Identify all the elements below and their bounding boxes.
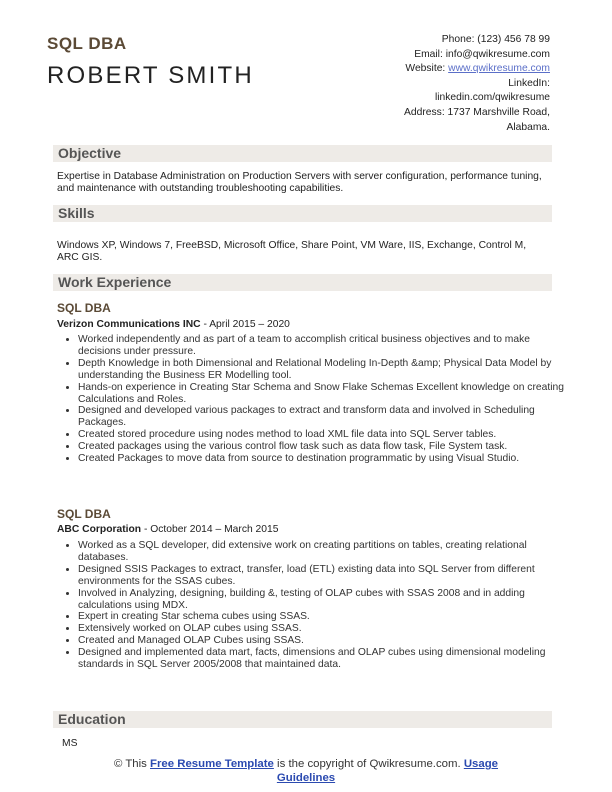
contact-block: [300, 33, 550, 135]
job-2-title: SQL DBA: [57, 507, 111, 521]
education-heading: Education: [58, 711, 126, 727]
objective-heading: Objective: [58, 145, 122, 161]
website-label: Website:: [405, 63, 449, 75]
job-2-bullets: [62, 540, 568, 671]
objective-text: Expertise in Database Administration on Production Servers with server configuration, performance tuning, and maintenance with outstanding troubleshooting capabilities.: [57, 171, 542, 194]
contact-website: [300, 62, 550, 77]
list-item: • Created packages using the various control flow task such as data flow task, File System task.: [78, 441, 568, 453]
contact-address-line1: Address: 1737 Marshville Road,: [404, 106, 550, 118]
job-2-company: ABC Corporation: [57, 524, 142, 535]
work-experience-section-bar: [53, 274, 552, 291]
contact-phone: Phone: (123) 456 78 99: [441, 34, 550, 45]
education-text: MS: [62, 738, 78, 749]
list-item: • Created stored procedure using nodes method to load XML file data into SQL Server tables.: [78, 429, 568, 441]
job-1-title: SQL DBA: [57, 301, 111, 315]
free-resume-template-link[interactable]: Free Resume Template: [150, 758, 274, 770]
list-item: • Expert in creating Star schema cubes using SSAS.: [78, 611, 568, 623]
contact-address-line2: Alabama.: [506, 121, 550, 133]
contact-linkedin-value: linkedin.com/qwikresume: [434, 92, 550, 104]
website-link[interactable]: www.qwikresume.com: [448, 63, 550, 75]
job-1-dates: - April 2015 – 2020: [200, 319, 290, 330]
list-item: • Worked as a SQL developer, did extensive work on creating partitions on tables, creating relational databases.: [78, 540, 568, 564]
list-item: • Created and Managed OLAP Cubes using SSAS.: [78, 635, 568, 647]
contact-email: Email: info@qwikresume.com: [414, 48, 550, 60]
list-item: • Extensively worked on OLAP cubes using SSAS.: [78, 623, 568, 635]
skills-text: Windows XP, Windows 7, FreeBSD, Microsoft Office, Share Point, VM Ware, IIS, Exchange, Control M, ARC GIS.: [57, 240, 527, 263]
job-2-company-line: [57, 524, 278, 535]
usage-guidelines-link-part1[interactable]: Usage: [463, 758, 499, 770]
job-1-company-line: [57, 319, 290, 330]
header-job-title: SQL DBA: [47, 34, 127, 53]
usage-guidelines-link-part2[interactable]: Guidelines: [276, 772, 336, 784]
list-item: • Worked independently and as part of a team to accomplish critical business objectives and to make decisions under pressure.: [78, 334, 568, 358]
list-item: • Hands-on experience in Creating Star Schema and Snow Flake Schemas Excellent knowledge on creating Calculations and Roles.: [78, 382, 568, 406]
job-1-company: Verizon Communications INC: [57, 319, 201, 330]
job-1-bullets: [62, 334, 568, 465]
education-section-bar: [53, 711, 552, 728]
list-item: • Designed SSIS Packages to extract, transfer, load (ETL) existing data into SQL Server from different environments for the SSAS cubes.: [78, 564, 568, 588]
list-item: • Designed and implemented data mart, facts, dimensions and OLAP cubes using dimensional modeling standards in SQL Server 2005/2008 that maintained data.: [78, 647, 568, 671]
skills-heading: Skills: [58, 205, 95, 221]
list-item: • Created Packages to move data from source to destination programmatic by using Visual Studio.: [78, 453, 568, 465]
objective-section-bar: [53, 145, 552, 162]
job-2-dates: - October 2014 – March 2015: [141, 524, 279, 535]
contact-linkedin-label: LinkedIn:: [508, 77, 550, 89]
list-item: • Depth Knowledge in both Dimensional and Relational Modeling In-Depth &amp; Physical Data Model by understanding the Business ER Modelling tool.: [78, 358, 568, 382]
footer-prefix: © This: [113, 758, 151, 770]
list-item: • Designed and developed various packages to extract and transform data and involved in Scheduling Packages.: [78, 405, 568, 429]
footer-middle: is the copyright of Qwikresume.com.: [273, 758, 464, 770]
footer: [60, 757, 552, 785]
skills-section-bar: [53, 205, 552, 222]
work-experience-heading: Work Experience: [58, 274, 172, 290]
candidate-name: ROBERT SMITH: [47, 62, 254, 89]
list-item: • Involved in Analyzing, designing, building &, testing of OLAP cubes with SSAS 2008 and in adding calculations using MDX.: [78, 588, 568, 612]
